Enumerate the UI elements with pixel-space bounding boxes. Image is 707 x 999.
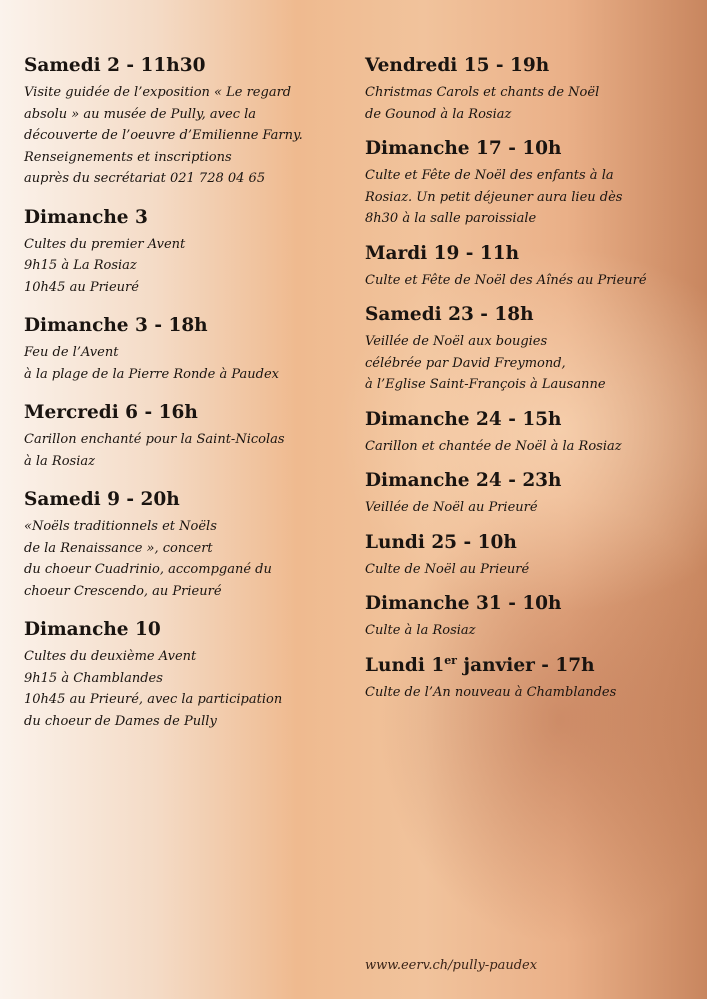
event-line: Carillon enchanté pour la Saint-Nicolas xyxy=(24,432,285,447)
website-link[interactable]: www.eerv.ch/pully-paudex xyxy=(365,958,538,973)
event-samedi-23 xyxy=(365,301,695,396)
event-line: Veillée de Noël aux bougies xyxy=(365,334,548,349)
event-title: Dimanche 3 - 18h xyxy=(24,315,208,336)
event-lundi-25 xyxy=(365,529,695,581)
event-line: découverte de l’oeuvre d’Emilienne Farny. xyxy=(24,128,303,143)
event-title: Dimanche 24 - 15h xyxy=(365,408,562,430)
title-part: Lundi 1 xyxy=(365,654,445,676)
event-mardi-19 xyxy=(365,240,695,292)
event-line: 10h45 au Prieuré, avec la participation xyxy=(24,692,283,707)
event-line: de la Renaissance », concert xyxy=(24,540,213,556)
event-dimanche-24-15h xyxy=(365,406,695,458)
event-dimanche-10 xyxy=(24,616,344,732)
event-line: 8h30 à la salle paroissiale xyxy=(365,211,537,226)
event-line: choeur Crescendo, au Prieuré xyxy=(24,583,222,599)
event-title: Mercredi 6 - 16h xyxy=(24,402,198,423)
event-title: Lundi 25 - 10h xyxy=(365,531,517,553)
event-line: célébrée par David Freymond, xyxy=(365,355,566,371)
event-line: «Noëls traditionnels et Noëls xyxy=(24,519,217,534)
event-line: à la plage de la Pierre Ronde à Paudex xyxy=(24,366,279,382)
event-line: Veillée de Noël au Prieuré xyxy=(365,500,538,515)
event-line: Culte à la Rosiaz xyxy=(365,623,476,638)
event-samedi-2 xyxy=(24,52,344,190)
event-dimanche-3-18h xyxy=(24,312,344,385)
event-line: Culte et Fête de Noël des Aînés au Prieuré xyxy=(365,272,647,288)
event-title: Samedi 23 - 18h xyxy=(365,304,534,325)
event-line: Cultes du deuxième Avent xyxy=(24,649,197,664)
event-line: 10h45 au Prieuré xyxy=(24,279,139,295)
event-line: Culte et Fête de Noël des enfants à la xyxy=(365,168,614,183)
event-title: Vendredi 15 - 19h xyxy=(365,55,550,76)
right-column xyxy=(365,52,695,713)
event-title: Dimanche 31 - 10h xyxy=(365,593,562,614)
event-lundi-1-janvier xyxy=(365,652,695,704)
event-mercredi-6 xyxy=(24,399,344,472)
event-title xyxy=(365,652,695,680)
event-dimanche-17 xyxy=(365,135,695,230)
event-title: Dimanche 3 xyxy=(24,206,148,228)
event-title: Dimanche 10 xyxy=(24,619,161,640)
event-line: de Gounod à la Rosiaz xyxy=(365,106,512,122)
event-title: Dimanche 17 - 10h xyxy=(365,138,562,159)
event-dimanche-24-23h xyxy=(365,467,695,519)
event-line: auprès du secrétariat 021 728 04 65 xyxy=(24,171,266,186)
event-line: absolu » au musée de Pully, avec la xyxy=(24,106,257,122)
left-column xyxy=(24,52,344,746)
event-line: Rosiaz. Un petit déjeuner aura lieu dès xyxy=(365,189,623,205)
event-line: 9h15 à La Rosiaz xyxy=(24,258,137,273)
event-line: Cultes du premier Avent xyxy=(24,236,186,252)
event-line: du choeur de Dames de Pully xyxy=(24,713,217,729)
title-part: janvier - 17h xyxy=(456,654,595,676)
event-vendredi-15 xyxy=(365,52,695,125)
event-line: à l’Eglise Saint-François à Lausanne xyxy=(365,377,606,392)
event-line: à la Rosiaz xyxy=(24,453,95,469)
event-line: Culte de l’An nouveau à Chamblandes xyxy=(365,684,617,700)
event-line: Renseignements et inscriptions xyxy=(24,149,232,165)
title-superscript: er xyxy=(444,653,457,667)
event-line: du choeur Cuadrinio, accompgané du xyxy=(24,562,272,577)
event-title: Dimanche 24 - 23h xyxy=(365,470,562,491)
event-line: Carillon et chantée de Noël à la Rosiaz xyxy=(365,438,622,454)
event-title: Samedi 2 - 11h30 xyxy=(24,55,206,76)
event-title: Mardi 19 - 11h xyxy=(365,242,520,264)
event-line: Culte de Noël au Prieuré xyxy=(365,561,530,577)
event-samedi-9 xyxy=(24,486,344,602)
event-line: 9h15 à Chamblandes xyxy=(24,670,163,686)
event-line: Feu de l’Avent xyxy=(24,345,119,360)
event-dimanche-31 xyxy=(365,590,695,642)
event-dimanche-3 xyxy=(24,204,344,299)
event-line: Christmas Carols et chants de Noël xyxy=(365,85,600,100)
event-line: Visite guidée de l’exposition « Le regard xyxy=(24,85,292,100)
event-title: Samedi 9 - 20h xyxy=(24,489,180,510)
